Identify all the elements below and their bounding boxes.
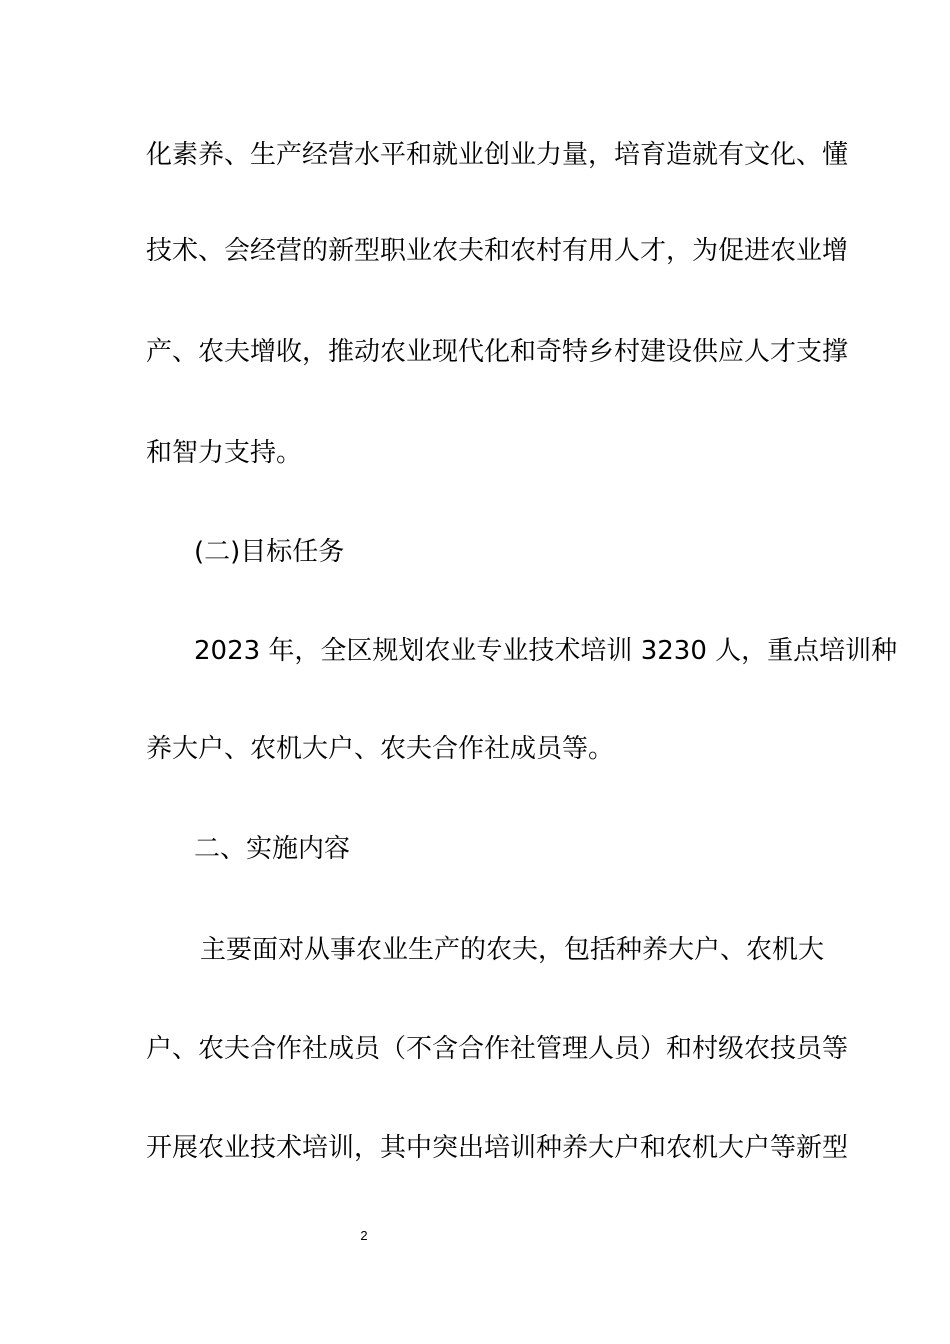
body-text-line: 产、农夫增收，推动农业现代化和奇特乡村建设供应人才支撑 <box>146 337 849 367</box>
body-text-line: 和智力支持。 <box>146 438 303 468</box>
body-text-line: 技术、会经营的新型职业农夫和农村有用人才，为促进农业增 <box>146 236 849 266</box>
body-text-line: 养大户、农机大户、农夫合作社成员等。 <box>146 734 615 764</box>
section-heading-target-tasks: (二)目标任务 <box>194 537 345 567</box>
body-text-line: 化素养、生产经营水平和就业创业力量，培育造就有文化、懂 <box>146 140 849 170</box>
body-text-line: 2023 年，全区规划农业专业技术培训 3230 人，重点培训种 <box>194 636 898 666</box>
section-heading-implementation: 二、实施内容 <box>194 834 351 864</box>
body-text-line: 开展农业技术培训，其中突出培训种养大户和农机大户等新型 <box>146 1133 849 1163</box>
body-text-line: 主要面对从事农业生产的农夫，包括种养大户、农机大 <box>200 935 825 965</box>
page-number: 2 <box>360 1228 368 1243</box>
body-text-line: 户、农夫合作社成员（不含合作社管理人员）和村级农技员等 <box>146 1034 849 1064</box>
